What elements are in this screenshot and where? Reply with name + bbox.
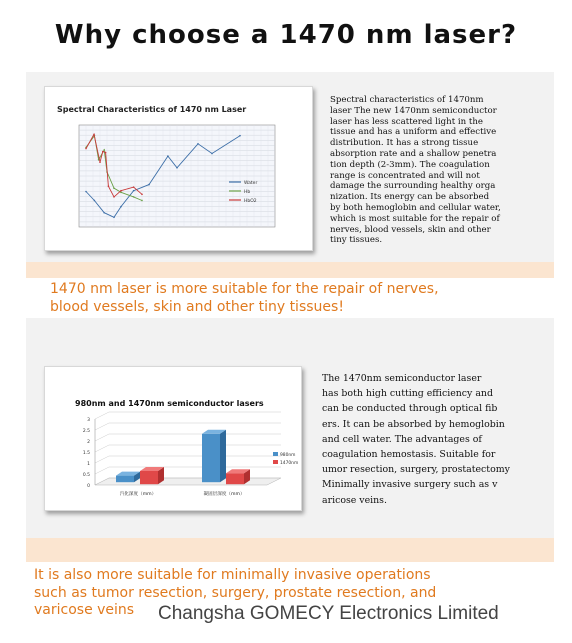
data-point (120, 190, 122, 192)
data-point (176, 167, 178, 169)
data-point (113, 187, 115, 189)
legend-swatch (273, 452, 278, 456)
data-point (103, 212, 105, 214)
gridline (95, 412, 109, 419)
y-tick-label: 2 (87, 440, 90, 445)
gridline (95, 456, 109, 463)
category-label: 汽化深度（mm） (119, 492, 157, 497)
spectral-chart-card (44, 86, 313, 251)
section2-band (26, 538, 554, 562)
spectral-chart (45, 87, 312, 250)
bar-980nm (202, 434, 220, 482)
data-point (141, 200, 143, 202)
y-tick-label: 0.5 (82, 473, 90, 478)
gridline (95, 434, 109, 441)
legend-label: 980nm (280, 453, 296, 458)
gridline (95, 467, 109, 474)
y-tick-label: 0 (87, 484, 90, 489)
legend-swatch (273, 460, 278, 464)
data-point (93, 134, 95, 136)
data-point (94, 200, 96, 202)
comparison-chart (45, 367, 301, 510)
data-point (141, 194, 143, 196)
y-tick-label: 3 (87, 418, 90, 423)
page-title: Why choose a 1470 nm laser? (54, 20, 518, 50)
data-point (148, 184, 150, 186)
comparison-chart-title: 980nm and 1470nm semiconductor lasers (75, 399, 264, 408)
section2-description: The 1470nm semiconductor laser has both high cutting efficiency and can be conducted through optical fib ers. It can be absorbed by hemoglobin and cell water. The advantages of coagulation hemostasis. Suitable for umor resection, surgery, prostatectomy Minimally invasive surgery such as v aricose veins. (322, 373, 510, 506)
data-point (113, 196, 115, 198)
data-point (211, 153, 213, 155)
legend-label: HbO2 (244, 199, 257, 204)
data-point (197, 143, 199, 145)
data-point (133, 196, 135, 198)
spectral-chart-title: Spectral Characteristics of 1470 nm Laser (57, 105, 247, 114)
y-tick-label: 1 (87, 462, 90, 467)
laser-comparison-card (44, 366, 302, 511)
data-point (108, 185, 110, 187)
data-point (113, 216, 115, 218)
data-point (239, 135, 241, 137)
data-point (102, 151, 104, 153)
data-point (133, 190, 135, 192)
legend-label: Hb (244, 190, 251, 195)
y-tick-label: 2.5 (82, 429, 90, 434)
y-tick-label: 1.5 (82, 451, 90, 456)
legend-label: 1470nm (280, 461, 299, 466)
data-point (99, 161, 101, 163)
bar-1470nm (226, 473, 244, 484)
bar-980nm (116, 476, 134, 483)
bar-1470nm (140, 471, 158, 484)
company-name: Changsha GOMECY Electronics Limited (158, 603, 499, 624)
data-point (85, 148, 87, 150)
data-point (103, 149, 105, 151)
data-point (85, 191, 87, 193)
bar-side (220, 430, 226, 482)
legend-label: Water (244, 181, 258, 186)
category-label: 凝固层深度（mm） (203, 492, 245, 497)
section1-highlight: 1470 nm laser is more suitable for the repair of nerves, blood vessels, skin and other tiny tissues! (50, 281, 439, 315)
data-point (133, 186, 135, 188)
gridline (95, 423, 109, 430)
data-point (105, 152, 107, 154)
section1-band (26, 262, 554, 278)
section1-description: Spectral characteristics of 1470nm laser The new 1470nm semiconductor laser has less scattered light in the tissue and has a uniform and effective distribution. It has a strong tissue absorption rate and a shallow penetra tion depth (2-3mm). The coagulation range is concentrated and will not damage the surrounding healthy orga nization. Its energy can be absorbed by both hemoglobin and cellular water, which is most suitable for the repair of nerves, blood vessels, skin and other tiny tissues. (330, 95, 501, 246)
section2-highlight: It is also more suitable for minimally invasive operations such as tumor resection, surgery, prostate resection, and varicose veins (34, 567, 437, 618)
data-point (120, 206, 122, 208)
gridline (95, 445, 109, 452)
data-point (167, 155, 169, 157)
